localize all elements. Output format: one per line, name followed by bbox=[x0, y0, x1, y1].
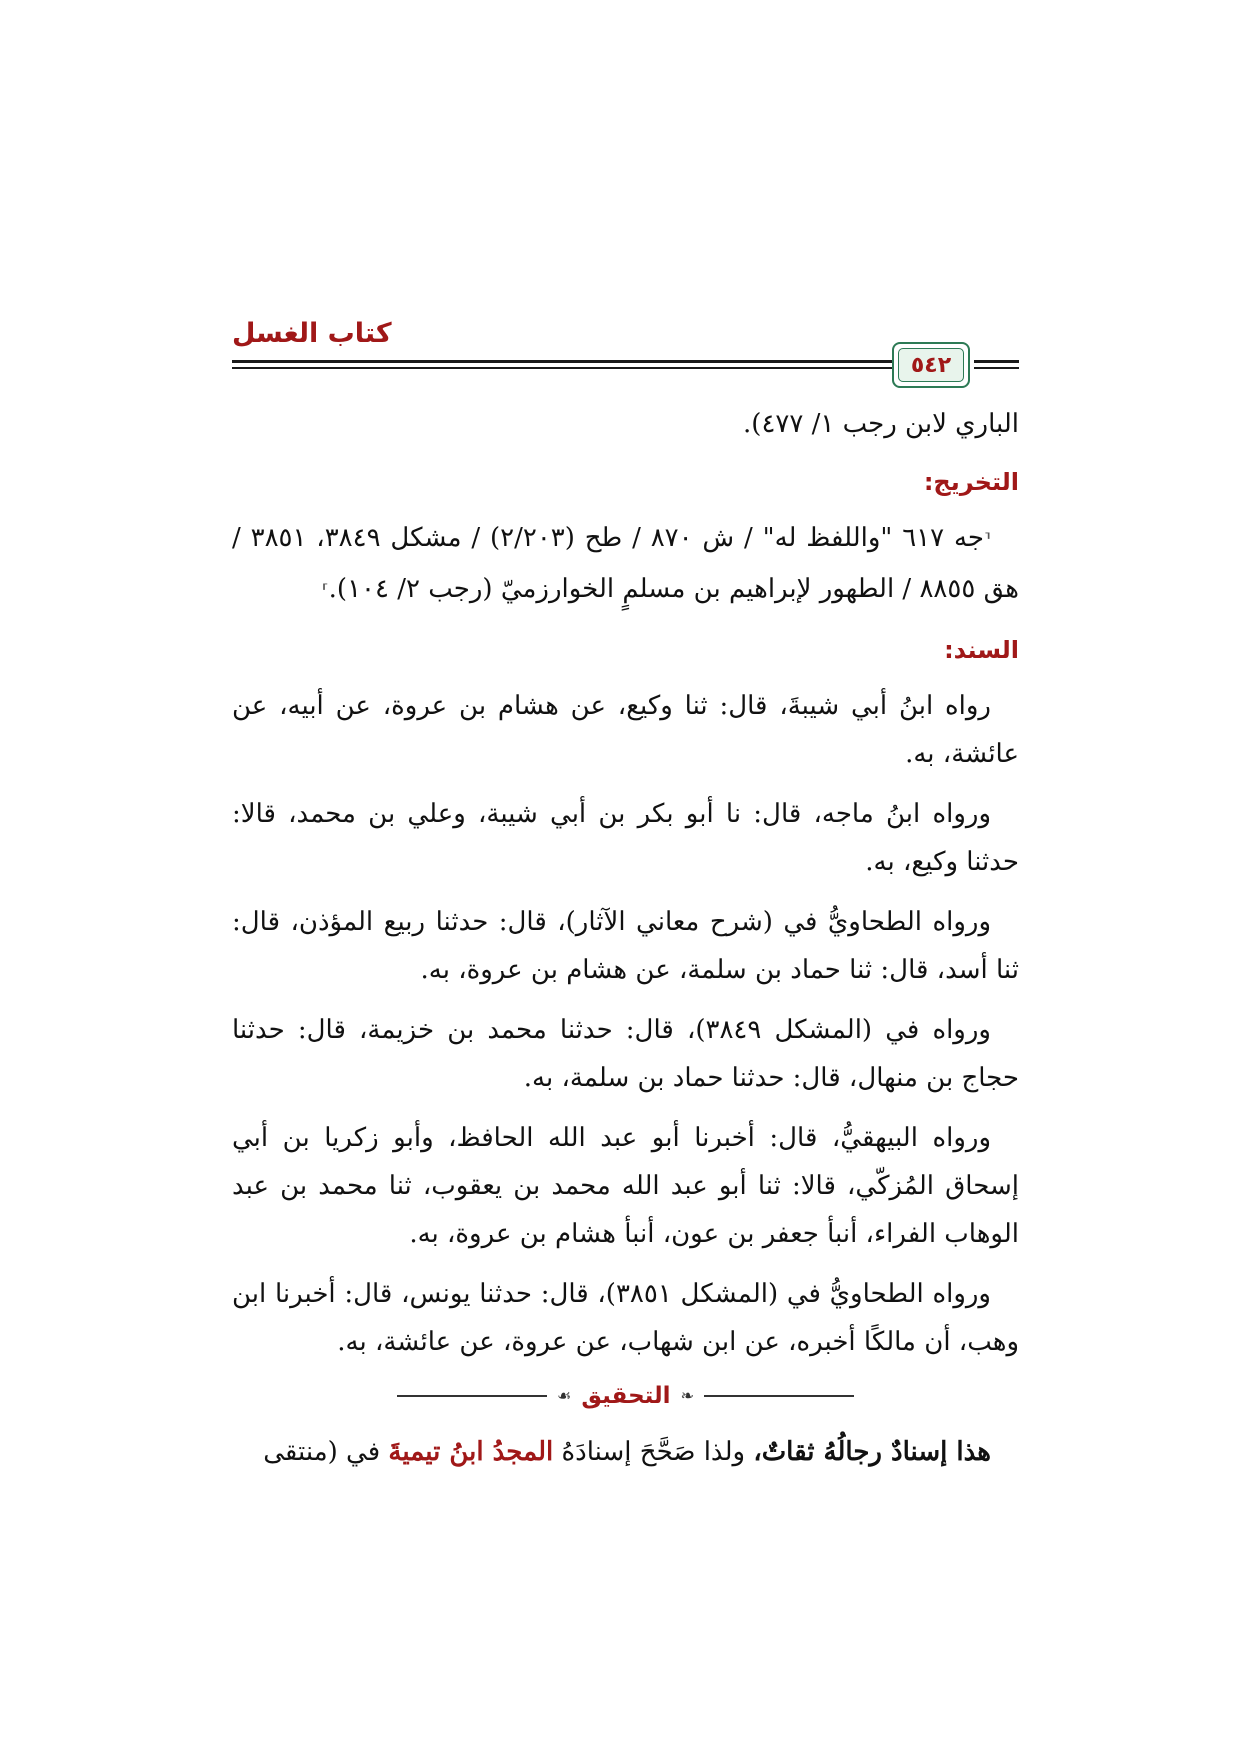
divider-line bbox=[704, 1395, 854, 1397]
page-number: ٥٤٢ bbox=[910, 352, 952, 378]
sanad-paragraph: ورواه في (المشكل ٣٨٤٩)، قال: حدثنا محمد بن خزيمة، قال: حدثنا حجاج بن منهال، قال: حدثنا حماد بن سلمة، به. bbox=[232, 1015, 1019, 1093]
ornament-icon: ❧ bbox=[680, 1386, 694, 1405]
sanad-paragraph: ورواه ابنُ ماجه، قال: نا أبو بكر بن أبي شيبة، وعلي بن محمد، قالا: حدثنا وكيع، به. bbox=[232, 799, 1019, 877]
takhrij-text: جه ٦١٧ "واللفظ له" / ش ٨٧٠ / طح (٢/٢٠٣) / مشكل ٣٨٤٩، ٣٨٥١ / هق ٨٨٥٥ / الطهور لإبراهيم بن مسلمٍ الخوارزميّ (رجب ٢/ ١٠٤). bbox=[232, 523, 1019, 604]
plain-phrase: ولذا صَحَّحَ إسنادَهُ bbox=[553, 1437, 754, 1467]
divider-line bbox=[397, 1395, 547, 1397]
plain-phrase: في (منتقى bbox=[263, 1437, 389, 1467]
bold-phrase: هذا إسنادٌ رجالُهُ ثقاتٌ، bbox=[753, 1437, 991, 1467]
page-number-badge bbox=[892, 342, 970, 388]
header-rule bbox=[974, 367, 1019, 369]
page-body bbox=[232, 400, 1019, 1488]
tahqiq-divider bbox=[232, 1378, 1019, 1414]
ornament-icon: ☙ bbox=[557, 1386, 572, 1405]
tahqiq-paragraph bbox=[232, 1428, 1019, 1476]
header-rule bbox=[232, 367, 952, 369]
book-title: كتاب الغسل bbox=[232, 318, 392, 349]
tahqiq-heading: التحقيق bbox=[581, 1383, 671, 1409]
bracket-open: ⸢ bbox=[983, 530, 992, 551]
intro-line: الباري لابن رجب ١/ ٤٧٧). bbox=[743, 409, 1019, 439]
takhrij-heading: التخريج: bbox=[923, 468, 1019, 496]
sanad-heading: السند: bbox=[944, 636, 1019, 664]
highlighted-name: المجدُ ابنُ تيميةَ bbox=[388, 1437, 554, 1467]
header-rule bbox=[232, 360, 952, 363]
header-rule bbox=[974, 360, 1019, 363]
bracket-close: ⸣ bbox=[321, 581, 329, 602]
sanad-paragraph: ورواه الطحاويُّ في (المشكل ٣٨٥١)، قال: حدثنا يونس، قال: أخبرنا ابن وهب، أن مالكًا أخبره، عن ابن شهاب، عن عروة، عن عائشة، به. bbox=[232, 1279, 1019, 1357]
page-header bbox=[232, 318, 1019, 388]
sanad-paragraph: رواه ابنُ أبي شيبةَ، قال: ثنا وكيع، عن هشام بن عروة، عن أبيه، عن عائشة، به. bbox=[232, 691, 1019, 769]
sanad-paragraph: ورواه الطحاويُّ في (شرح معاني الآثار)، قال: حدثنا ربيع المؤذن، قال: ثنا أسد، قال: ثنا حماد بن سلمة، عن هشام بن عروة، به. bbox=[232, 907, 1019, 985]
sanad-paragraph: ورواه البيهقيُّ، قال: أخبرنا أبو عبد الله الحافظ، وأبو زكريا بن أبي إسحاق المُزكّي، قالا: ثنا أبو عبد الله محمد بن يعقوب، ثنا محمد بن عبد الوهاب الفراء، أنبأ جعفر بن عون، أنبأ هشام بن عروة، به. bbox=[232, 1123, 1019, 1249]
takhrij-paragraph bbox=[232, 514, 1019, 616]
